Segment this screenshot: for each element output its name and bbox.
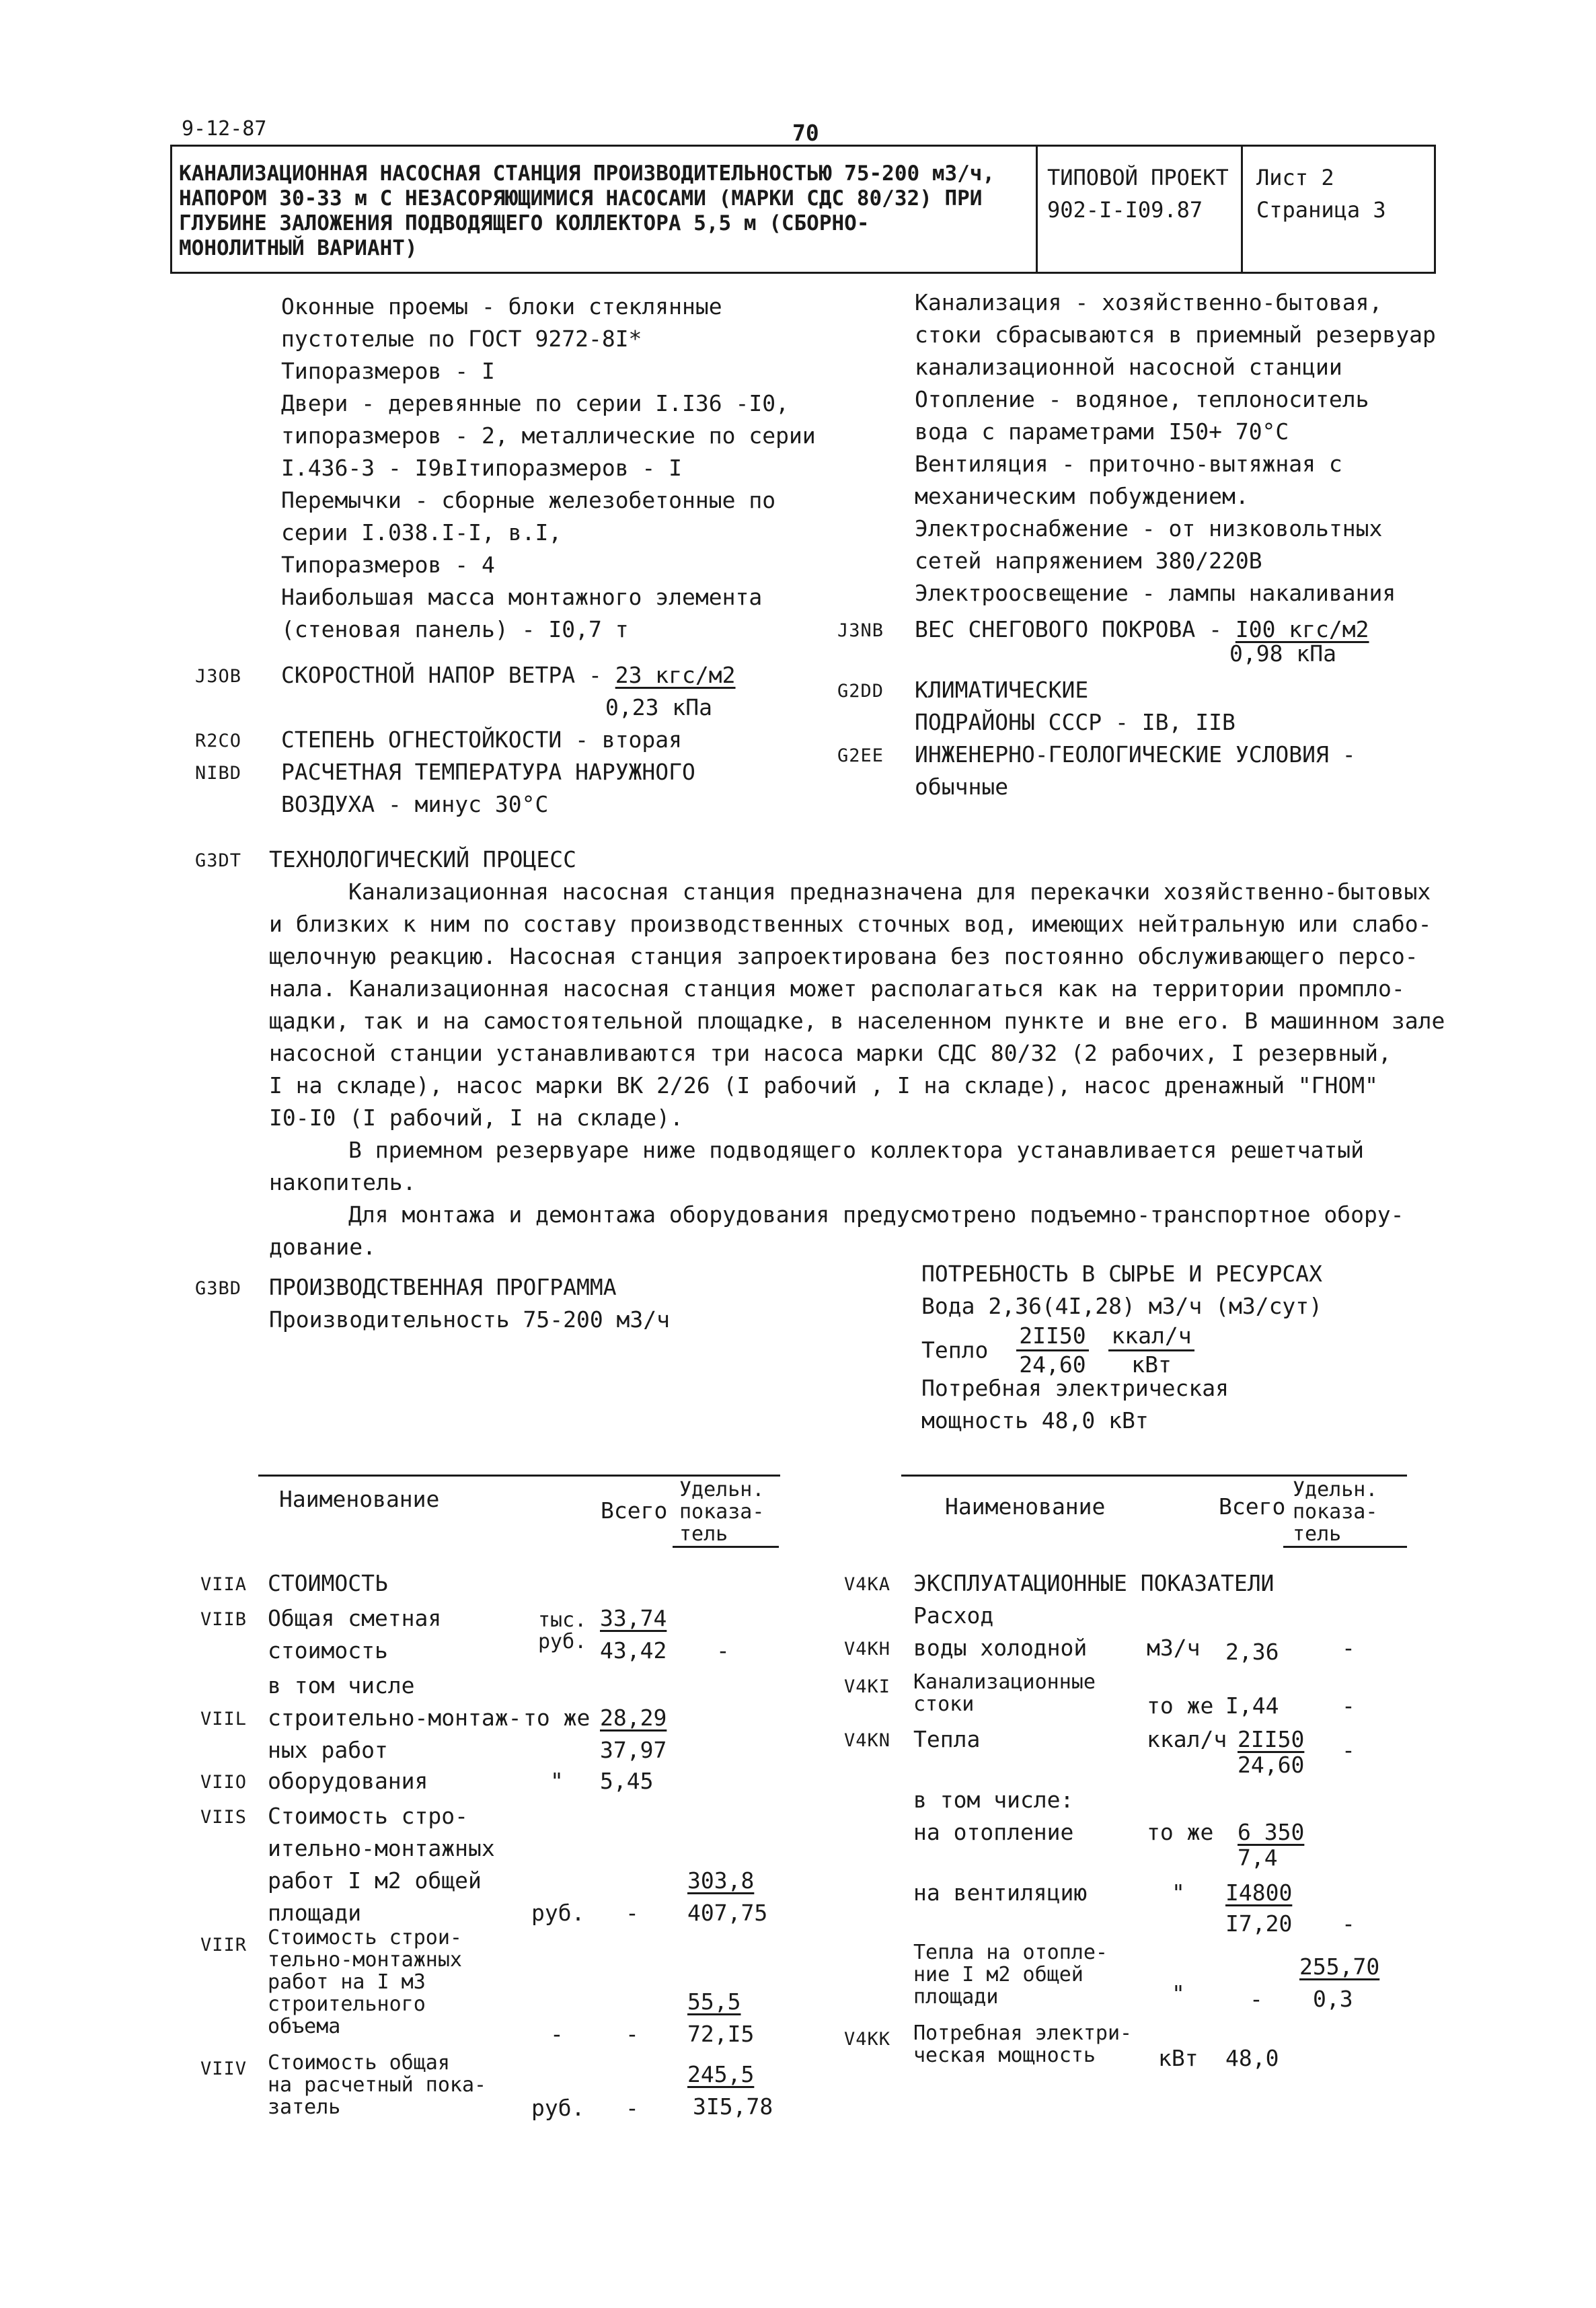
code-total-cost: VIIB [200,1609,248,1630]
left-table-top-rule [258,1475,780,1477]
row-specific: 3I5,78 [693,2093,773,2120]
row-total: - [625,1900,639,1926]
row-label: Общая сметная [268,1605,442,1631]
heat-demand [921,1323,1322,1378]
text-line: вода с параметрами I50+ 70°С [915,418,1289,445]
text-line: Для монтажа и демонтажа оборудования предусмотрено подъемно-транспортное обору- [348,1201,1404,1228]
title-line: МОНОЛИТНЫЙ ВАРИАНТ) [179,236,418,260]
row-specific: - [1342,1635,1355,1661]
code-geology: G2EE [837,745,884,766]
row-label: в том числе [268,1672,415,1699]
row-label: Тепла [913,1726,981,1752]
row-specific: 72,I5 [687,2021,755,2047]
row-specific: 303,8 [687,1867,755,1894]
row-label: работ на I м3 [268,1970,426,1994]
process-heading: ТЕХНОЛОГИЧЕСКИЙ ПРОЦЕСС [269,846,576,872]
row-specific: 0,3 [1313,1986,1353,2012]
row-unit: " [1172,1879,1185,1906]
row-label-block [913,1671,1096,1715]
row-specific: - [1342,1692,1355,1719]
header-specific-line: показа- [679,1500,765,1524]
resources-block [921,1258,1322,1437]
snow-value-kpa: 0,98 кПа [1229,640,1336,667]
text-line: I0-I0 (I рабочий, I на складе). [269,1105,683,1131]
row-value: 5,45 [600,1768,654,1794]
process-text [269,876,1445,1263]
row-unit: " [550,1768,564,1794]
row-unit: то же [523,1705,591,1731]
text-line: Типоразмеров - 4 [281,552,495,578]
row-label: Расход [913,1602,994,1629]
temperature-line: ВОЗДУХА - минус 30°С [281,791,549,817]
code-process: G3DT [195,850,242,871]
text-line: Электроснабжение - от низковольтных [915,515,1383,542]
row-value: 7,4 [1238,1845,1278,1871]
text-line: Канализационная насосная станция предназначена для перекачки хозяйственно-бытовых [348,879,1431,905]
row-label: ние I м2 общей [913,1963,1084,1986]
text-line: канализационной насосной станции [915,354,1342,380]
wind-value-kpa: 0,23 кПа [605,694,712,720]
text-line: I.436-3 - I9вIтипоразмеров - I [281,455,683,481]
row-unit: - [550,2021,564,2047]
row-unit: " [1172,1980,1185,2007]
text-line: пустотелые по ГОСТ 9272-8I* [281,326,642,352]
text-line: и близких к ним по составу производственных сточных вод, имеющих нейтральную или слабо- [269,911,1432,937]
row-label: стоимость [268,1637,388,1664]
wind-label: СКОРОСТНОЙ НАПОР ВЕТРА - [281,662,615,688]
row-label: Стоимость стро- [268,1803,469,1829]
text-line: I на складе), насос марки ВК 2/26 (I рабочий , I на складе), насос дренажный "ГНОМ" [269,1072,1379,1099]
code-production: G3BD [195,1278,242,1299]
left-table-header-total: Всего [601,1497,668,1524]
row-value: 2,36 [1225,1639,1279,1665]
row-label: Стоимость общая [268,2051,450,2075]
header-specific-line: показа- [1293,1500,1378,1524]
code-cost-per-m3: VIIR [200,1935,248,1956]
heat-value-fraction [1016,1323,1088,1378]
row-label: работ I м2 общей [268,1867,482,1894]
right-table-header-specific [1293,1479,1377,1545]
row-specific: - [1342,1737,1355,1763]
code-total-cost-per-unit: VIIV [200,2058,248,2079]
row-specific: - [716,1637,730,1664]
title-line: КАНАЛИЗАЦИОННАЯ НАСОСНАЯ СТАНЦИЯ ПРОИЗВОДИТЕЛЬНОСТЬЮ 75-200 м3/ч, [179,161,995,186]
code-sewage: V4KI [844,1676,891,1697]
heat-value-kw: 24,60 [1019,1351,1086,1378]
text-line: дование. [269,1234,376,1260]
row-label: Тепла на отопле- [913,1941,1108,1964]
code-operation: V4KA [844,1574,891,1595]
row-label-block [268,2052,486,2118]
document-code: 9-12-87 [182,117,267,141]
right-table-header-rule [1283,1546,1407,1548]
text-line: (стеновая панель) - I0,7 т [281,616,629,642]
row-total: - [1250,1986,1263,2012]
code-equipment: VIIO [200,1772,248,1793]
title-line: НАПОРОМ 30-33 м С НЕЗАСОРЯЮЩИМИСЯ НАСОСАМИ (МАРКИ СДС 80/32) ПРИ [179,186,983,211]
heat-unit-kw: кВт [1131,1351,1172,1378]
text-line: Вентиляция - приточно-вытяжная с [915,451,1342,477]
code-snow: J3NB [837,620,884,641]
climate-line: КЛИМАТИЧЕСКИЕ [915,677,1089,703]
left-column [281,291,816,646]
operation-section-title: ЭКСПЛУАТАЦИОННЫЕ ПОКАЗАТЕЛИ [913,1570,1275,1596]
code-cost: VIIA [200,1574,248,1595]
power-line: Потребная электрическая [921,1375,1229,1401]
page-index: Страница 3 [1256,197,1386,223]
header-specific-line: Удельн. [679,1478,765,1501]
text-line: стоки сбрасываются в приемный резервуар [915,322,1436,348]
row-label: тельно-монтажных [268,1948,462,1972]
page-number: 70 [792,120,819,146]
code-electric-power: V4KK [844,2029,891,2050]
text-line: Отопление - водяное, теплоноситель [915,386,1369,412]
text-line: В приемном резервуаре ниже подводящего коллектора устанавливается решетчатый [348,1137,1364,1163]
right-table-header-total: Всего [1219,1493,1286,1520]
text-line: Электроосвещение - лампы накаливания [915,580,1396,606]
right-column [915,287,1436,609]
right-table-top-rule [901,1475,1407,1477]
row-value: 6 350 [1238,1819,1305,1845]
row-unit: то же [1147,1819,1214,1845]
row-unit: ккал/ч [1147,1726,1227,1752]
row-unit: тыс. [538,1608,587,1632]
row-value: 2II50 [1238,1726,1305,1752]
wind-value: 23 кгс/м2 [615,662,736,688]
row-unit: руб. [531,2095,585,2121]
project-number: 902-I-I09.87 [1047,197,1203,223]
title-line: ГЛУБИНЕ ЗАЛОЖЕНИЯ ПОДВОДЯЩЕГО КОЛЛЕКТОРА 5,5 м (СБОРНО- [179,211,870,235]
water-demand [921,1290,1322,1323]
left-table-header-rule [673,1546,779,1548]
text-line: сетей напряжением 380/220В [915,548,1262,574]
text-line: Канализация - хозяйственно-бытовая, [915,289,1383,315]
row-total: - [625,2095,639,2121]
row-specific: 255,70 [1299,1953,1380,1980]
row-label: строительного [268,1993,426,2016]
text-line: типоразмеров - 2, металлические по серии [281,422,816,449]
row-label: Канализационные [913,1670,1096,1694]
row-label: воды холодной [913,1635,1088,1661]
code-heat: V4KN [844,1730,891,1751]
production-heading: ПРОИЗВОДСТВЕННАЯ ПРОГРАММА [269,1274,617,1300]
left-table-header-specific [679,1479,764,1545]
row-value: I,44 [1225,1692,1279,1719]
header-specific-line: тель [679,1522,728,1546]
row-unit: м3/ч [1147,1635,1201,1661]
fire-resistance: СТЕПЕНЬ ОГНЕСТОЙКОСТИ - вторая [281,727,683,753]
row-value: 33,74 [600,1605,667,1631]
row-specific: 245,5 [687,2061,755,2087]
text-line: накопитель. [269,1169,416,1195]
row-label: ных работ [268,1737,388,1763]
row-label: Стоимость строи- [268,1926,462,1949]
snow-label: ВЕС СНЕГОВОГО ПОКРОВА - [915,616,1236,642]
water-label: Вода [921,1293,989,1319]
title-block [170,145,1436,274]
row-label: объема [268,2015,341,2038]
row-label: на расчетный пока- [268,2073,487,2097]
row-label: на отопление [913,1819,1074,1845]
row-unit: руб. [531,1900,585,1926]
row-label: ческая мощность [913,2044,1096,2067]
sheet-number: Лист 2 [1256,165,1334,190]
row-label: стоки [913,1692,975,1716]
code-fire: R2CO [195,731,242,751]
text-line: Двери - деревянные по серии I.I36 -I0, [281,390,789,416]
geology-line: ИНЖЕНЕРНО-ГЕОЛОГИЧЕСКИЕ УСЛОВИЯ - [915,741,1356,768]
code-cost-per-m2: VIIS [200,1807,248,1828]
header-specific-line: тель [1293,1522,1342,1546]
row-label: на вентиляцию [913,1879,1088,1906]
power-line: мощность 48,0 кВт [921,1407,1149,1434]
row-label-block [913,2022,1132,2067]
water-value: 2,36(4I,28) м3/ч (м3/сут) [988,1293,1323,1319]
resources-heading: ПОТРЕБНОСТЬ В СЫРЬЕ И РЕСУРСАХ [921,1261,1323,1287]
text-line: Перемычки - сборные железобетонные по [281,487,776,513]
row-label: площади [268,1900,362,1926]
row-unit: кВт [1158,2045,1199,2071]
right-table-header-name: Наименование [945,1493,1106,1520]
row-value: I7,20 [1225,1910,1293,1937]
code-construction-cost: VIIL [200,1709,248,1729]
row-label-block [268,1927,462,2038]
text-line: серии I.038.I-I, в.I, [281,519,562,546]
text-line: Типоразмеров - I [281,358,495,384]
code-temperature: NIBD [195,763,242,784]
project-label: ТИПОВОЙ ПРОЕКТ [1047,165,1229,190]
heat-label: Тепло [921,1337,989,1364]
row-unit: то же [1147,1692,1214,1719]
text-line: механическим побуждением. [915,483,1249,509]
row-label: в том числе: [913,1787,1074,1813]
row-value: 28,29 [600,1705,667,1731]
heat-unit-fraction [1108,1323,1194,1378]
title-block-title [172,147,1038,272]
row-label: строительно-монтаж- [268,1705,522,1731]
row-label: затель [268,2095,341,2119]
heat-unit-kcal: ккал/ч [1108,1323,1194,1351]
heat-value-kcal: 2II50 [1016,1323,1088,1351]
row-label: оборудования [268,1768,428,1794]
row-specific: - [1342,1910,1355,1937]
text-line: нала. Канализационная насосная станция может располагаться как на территории промпло- [269,975,1405,1002]
row-label: ительно-монтажных [268,1835,495,1861]
text-line: насосной станции устанавливаются три насоса марки СДС 80/32 (2 рабочих, I резервный, [269,1040,1392,1066]
text-line: Оконные проемы - блоки стеклянные [281,293,722,320]
row-value: 37,97 [600,1737,667,1763]
row-value: 48,0 [1225,2045,1279,2071]
row-label: Потребная электри- [913,2021,1133,2045]
cost-section-title: СТОИМОСТЬ [268,1570,388,1596]
geology-line: обычные [915,774,1009,800]
row-label: площади [913,1985,999,2009]
title-block-sheet [1243,147,1436,272]
row-unit: руб. [538,1630,587,1653]
row-specific: 55,5 [687,1988,741,2015]
wind-pressure [281,659,736,692]
snow-value: I00 кгс/м2 [1235,616,1369,642]
row-value: 43,42 [600,1637,667,1664]
text-line: щадки, так и на самостоятельной площадке, в населенном пункте и вне его. В машинном зале [269,1008,1445,1034]
code-cold-water: V4KH [844,1639,891,1660]
row-total: - [625,2021,639,2047]
row-value: 24,60 [1238,1752,1305,1778]
climate-line: ПОДРАЙОНЫ СССР - IВ, IIВ [915,709,1236,735]
row-specific: 407,75 [687,1900,768,1926]
title-block-project [1038,147,1243,272]
header-specific-line: Удельн. [1293,1478,1378,1501]
production-capacity: Производительность 75-200 м3/ч [269,1306,671,1333]
code-climate: G2DD [837,681,884,702]
left-table-header-name: Наименование [279,1486,440,1512]
row-label-block [913,1941,1108,2008]
row-value: I4800 [1225,1879,1293,1906]
text-line: Наибольшая масса монтажного элемента [281,584,763,610]
temperature-line: РАСЧЕТНАЯ ТЕМПЕРАТУРА НАРУЖНОГО [281,759,695,785]
text-line: щелочную реакцию. Насосная станция запроектирована без постоянно обслуживающего персо- [269,943,1418,969]
code-wind: J3OB [195,666,242,687]
